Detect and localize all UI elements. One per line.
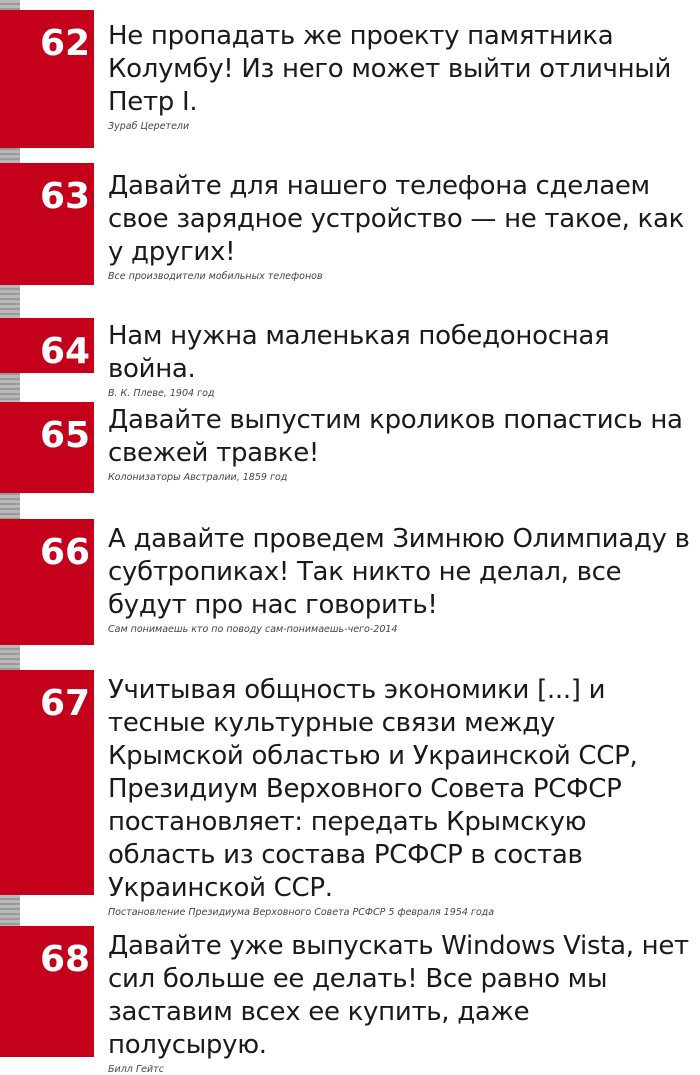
entry-quote: Нам нужна маленькая победоносная война. (108, 321, 610, 384)
entry-quote: Давайте уже выпускать Windows Vista, нет сил больше ее делать! Все равно мы заставим всех ее купить, даже полусырую. (108, 931, 689, 1060)
list-item-68 (0, 926, 700, 1075)
list-item-64 (0, 318, 700, 399)
entry-body (108, 404, 693, 483)
entry-author: Сам понимаешь кто по поводу сам-понимаешь-чего-2014 (108, 624, 398, 635)
entry-body (108, 523, 693, 635)
entry-number-badge: 68 (0, 926, 94, 1057)
list-item-62 (0, 10, 700, 148)
entry-quote: Не пропадать же проекту памятника Колумбу! Из него может выйти отличный Петр I. (108, 21, 672, 117)
entry-quote: Давайте выпустим кроликов попастись на свежей травке! (108, 405, 683, 468)
entry-author: В. К. Плеве, 1904 год (108, 388, 215, 399)
entry-number-badge: 66 (0, 519, 94, 645)
entry-number-badge: 64 (0, 318, 94, 373)
entry-author: Билл Гейтс (108, 1064, 164, 1075)
list-item-63 (0, 163, 700, 285)
entry-body (108, 170, 693, 282)
entry-number-badge: 65 (0, 402, 94, 493)
entry-quote: Учитывая общность экономики [...] и тесные культурные связи между Крымской областью и Украинской ССР, Президиум Верховного Совета РСФСР постановляет: передать Крымскую область из состава РСФСР в состав Украинской ССР. (108, 675, 638, 903)
entry-body (108, 674, 693, 918)
entry-body (108, 930, 693, 1075)
entry-number-badge: 63 (0, 163, 94, 285)
list-item-67 (0, 670, 700, 918)
entry-author: Колонизаторы Австралии, 1859 год (108, 472, 288, 483)
entry-author: Зураб Церетели (108, 121, 190, 132)
entry-body (108, 320, 693, 399)
entry-quote: Давайте для нашего телефона сделаем свое зарядное устройство — не такое, как у других! (108, 171, 684, 267)
entry-number-badge: 67 (0, 670, 94, 895)
entry-quote: А давайте проведем Зимнюю Олимпиаду в субтропиках! Так никто не делал, все будут про нас говорить! (108, 524, 690, 620)
entry-body (108, 20, 693, 132)
entry-author: Все производители мобильных телефонов (108, 271, 323, 282)
entry-number-badge: 62 (0, 10, 94, 148)
list-item-65 (0, 402, 700, 493)
list-item-66 (0, 519, 700, 645)
entry-author: Постановление Президиума Верховного Совета РСФСР 5 февраля 1954 года (108, 907, 495, 918)
